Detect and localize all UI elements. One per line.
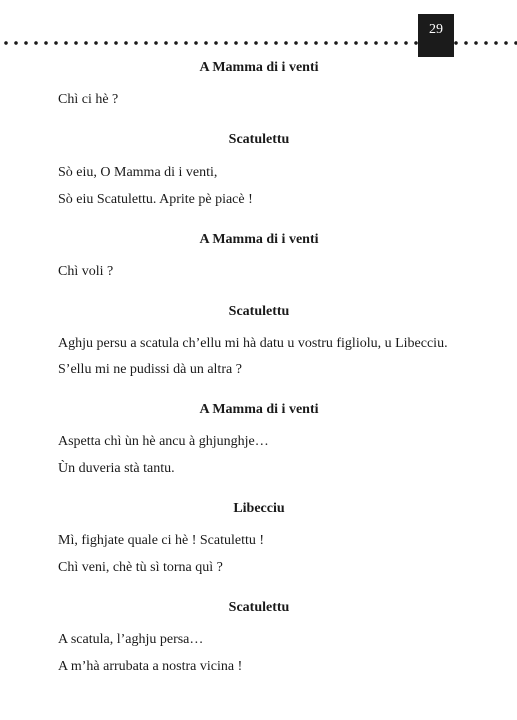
speaker-heading: A Mamma di i venti [199, 232, 319, 247]
dialogue-text [58, 58, 460, 675]
dialogue-line: Ùn duveria stà tantu. [58, 461, 175, 476]
dialogue-line: S’ellu mi ne pudissi dà un altra ? [58, 362, 242, 377]
dialogue-line: Mì, fighjate quale ci hè ! Scatulettu ! [58, 533, 265, 548]
dialogue-line: Chì voli ? [58, 264, 114, 279]
speaker-heading: Libecciu [233, 501, 285, 516]
dialogue-line: A m’hà arrubata a nostra vicina ! [58, 659, 243, 674]
dialogue-line: Aspetta chì ùn hè ancu à ghjunghje… [58, 434, 269, 449]
dialogue-line: Sò eiu, O Mamma di i venti, [58, 165, 218, 180]
speaker-heading: Scatulettu [228, 600, 290, 615]
dialogue-line: Aghju persu a scatula ch’ellu mi hà datu u vostru figliolu, u Libecciu. [58, 336, 448, 351]
speaker-heading: Scatulettu [228, 132, 290, 147]
speaker-heading: A Mamma di i venti [199, 60, 319, 75]
dialogue-line: Chì veni, chè tù sì torna quì ? [58, 560, 223, 575]
dialogue-line: Sò eiu Scatulettu. Aprite pè piacè ! [58, 192, 253, 207]
speaker-heading: A Mamma di i venti [199, 402, 319, 417]
dialogue-line: A scatula, l’aghju persa… [58, 632, 204, 647]
dialogue-line: Chì ci hè ? [58, 92, 119, 107]
page-number: 29 [418, 14, 454, 57]
speaker-heading: Scatulettu [228, 304, 290, 319]
